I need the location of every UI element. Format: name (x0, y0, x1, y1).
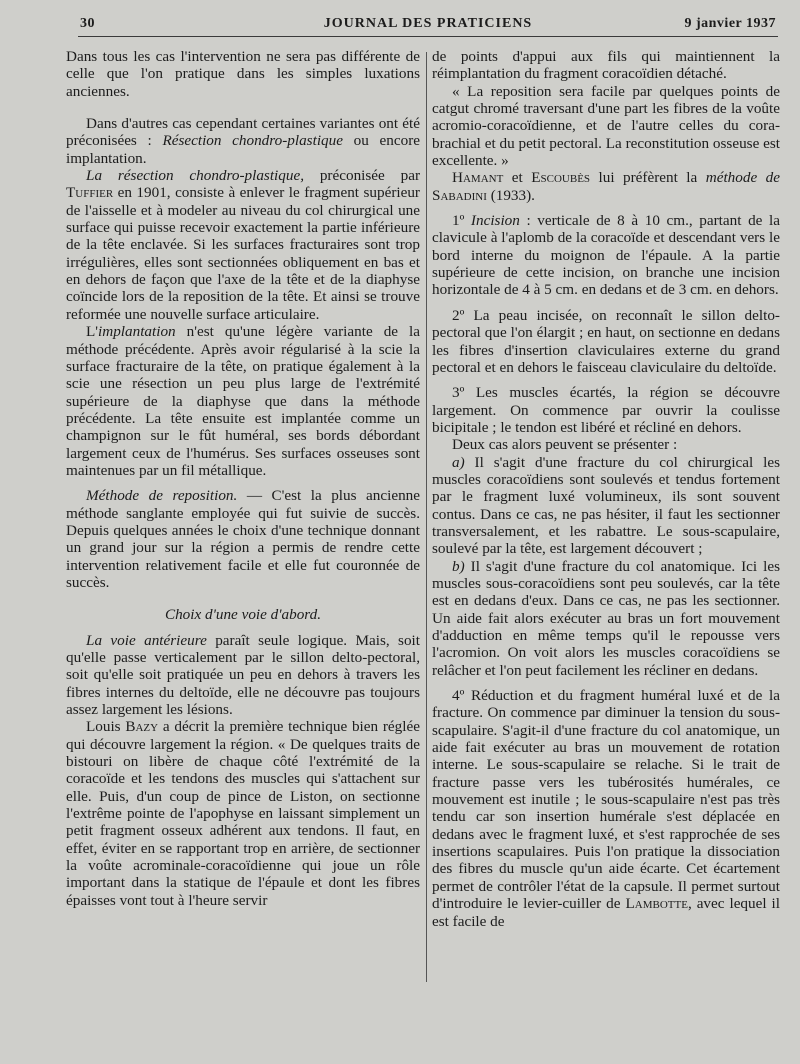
paragraph: Hamant et Escoubès lui préfèrent la méthode de Sabadini (1933). (432, 169, 780, 204)
paragraph: Deux cas alors peuvent se présenter : (452, 436, 678, 454)
author-name: Escoubès (531, 169, 591, 187)
paragraph: Méthode de reposition. — C'est la plus ancienne méthode sanglante employée qui fut suivie de succès. Depuis quelques années le choix d'une technique donnant un grand jour sur la région a permis de rendre cette intervention relativement facile et elle fut couronnée de succès. (66, 487, 420, 591)
author-name: Tuffier (66, 184, 114, 202)
journal-title: JOURNAL DES PRATICIENS (323, 16, 533, 31)
paragraph: de points d'appui aux fils qui maintiennent la réimplantation du fragment coracoïdien détaché. (432, 48, 780, 83)
paragraph: Dans tous les cas l'intervention ne sera pas différente de celle que l'on pratique dans les simples luxations anciennes. (66, 48, 420, 100)
paragraph: La résection chondro-plastique, préconisée par Tuffier en 1901, consiste à enlever le fragment supérieur de l'aisselle et à modeler au niveau du col chirurgical une surface qui puisse recevoir exactement la partie inférieure de la tête enclavée. Si les surfaces fracturaires sont trop irrégulières, elles sont sectionnées obliquement en bas et en dehors de façon que l'axe de la tête et de la diaphyse coïncide lors de la reposition de la tête. Et ainsi se trouve reformée une nouvelle surface articulaire. (66, 167, 421, 323)
paragraph: 1º Incision : verticale de 8 à 10 cm., partant de la clavicule à l'aplomb de la coracoïde et descendant vers le bord interne du moignon de l'épaule. A la partie supérieure de cette incision, on branche une incision horizontale de 4 à 5 cm. en dedans et de 3 cm. en dehors. (432, 212, 780, 299)
paragraph: b) Il s'agit d'une fracture du col anatomique. Ici les muscles sous-coracoïdiens sont peu soulevés, car la tête est en dedans d'eux. Dans ce cas, ne pas les sectionner. Un aide fait alors exécuter au bras un fort mouvement d'adduction en même temps qu'il le repousse vers l'acromion. On voit alors les muscles coracoïdiens se relâcher et l'on peut facilement les récliner en dedans. (432, 557, 780, 679)
author-name: Bazy (125, 718, 159, 736)
paragraph: Dans d'autres cas cependant certaines variantes ont été préconisées : Résection chondro-plastique ou encore implantation. (66, 115, 420, 167)
paragraph: 3º Les muscles écartés, la région se découvre largement. On commence par ouvrir la coulisse bicipitale ; le tendon est libéré et récliné en dehors. (432, 384, 780, 436)
issue-date: 9 janvier 1937 (684, 16, 776, 31)
left-column (66, 48, 420, 909)
section-heading: Choix d'une voie d'abord. (164, 606, 322, 624)
paragraph: « La reposition sera facile par quelques points de catgut chromé traversant d'une part les fibres de la voûte acromio-coracoïdienne, et de l'autre celles du cora-brachial et du petit pectoral. La reconstitution osseuse est excellente. » (432, 82, 780, 170)
paragraph: Louis Bazy a décrit la première technique bien réglée qui découvre largement la région. « De quelques traits de bistouri on libère de chaque côté l'extrémité de la coracoïde et les tendons des muscles qui s'attachent sur elle. Puis, d'un coup de pince de Liston, on sectionne l'extrême pointe de l'apophyse en laissant simplement un petit fragment osseux adhérent aux tendons. Il faut, en effet, éviter en se rapportant trop en arrière, de sectionner la voûte acrominale-coracoïdienne qui joue un rôle important dans la statique de l'épaule et dont les fibres épaisses vont tout à l'heure servir (66, 718, 420, 909)
author-name: Lambotte (625, 895, 688, 913)
paragraph: La voie antérieure paraît seule logique. Mais, soit qu'elle passe verticalement par le sillon delto-pectoral, soit qu'elle soit pratiquée un peu en dehors à travers les fibres internes du deltoïde, elle ne découvre pas toujours assez largement les lésions. (66, 631, 420, 719)
author-name: Hamant (452, 169, 504, 187)
column-divider (426, 52, 427, 982)
paragraph: 2º La peau incisée, on reconnaît le sillon delto-pectoral que l'on élargit ; en haut, on sectionne en dedans les fibres d'insertion claviculaires externe du grand pectoral et en dehors le faisceau claviculaire du deltoïde. (432, 306, 780, 376)
paragraph: L'implantation n'est qu'une légère variante de la méthode précédente. Après avoir régularisé à la scie la surface fracturaire de la tête, on pratique également à la scie une résection un peu plus large de l'extrémité supérieure de la diaphyse que dans la méthode précédente. La tête ensuite est implantée comme un champignon sur le fût huméral, ses bords débordant largement ceux de l'humérus. Ses surfaces osseuses sont maintenues par un fil métallique. (66, 323, 420, 479)
right-column (432, 48, 780, 930)
author-name: Sabadini (432, 186, 487, 204)
page-number: 30 (80, 16, 95, 31)
paragraph: a) Il s'agit d'une fracture du col chirurgical les muscles coracoïdiens sont soulevés et tendus fortement par le fragment luxé volumineux, ils sont souvent contus. Dans ce cas, ne pas hésiter, il faut les sectionner transversalement, et les rabattre. Le sous-scapulaire, soulevé par la tête, est largement découvert ; (432, 453, 780, 558)
paragraph: 4º Réduction et du fragment huméral luxé et de la fracture. On commence par diminuer la tension du sous-scapulaire. S'agit-il d'une fracture du col anatomique, un aide fait exécuter au bras un mouvement de rotation interne. Le sous-scapulaire se relache. Si le trait de fracture passe vers les tubérosités humérales, ce mouvement est inutile ; le sous-scapulaire n'est pas très tendu car son insertion humérale s'est déplacée en dedans avec le fragment luxé, et s'est rapprochée de ses insertions scapulaires. Puis l'on pratique la dissociation des fibres du muscle qu'un aide écarte. Cet écartement permet de contrôler l'état de la capsule. Il permet surtout d'introduire le levier-cuiller de Lambotte, avec lequel il est facile de (432, 687, 780, 930)
running-header (78, 14, 778, 37)
